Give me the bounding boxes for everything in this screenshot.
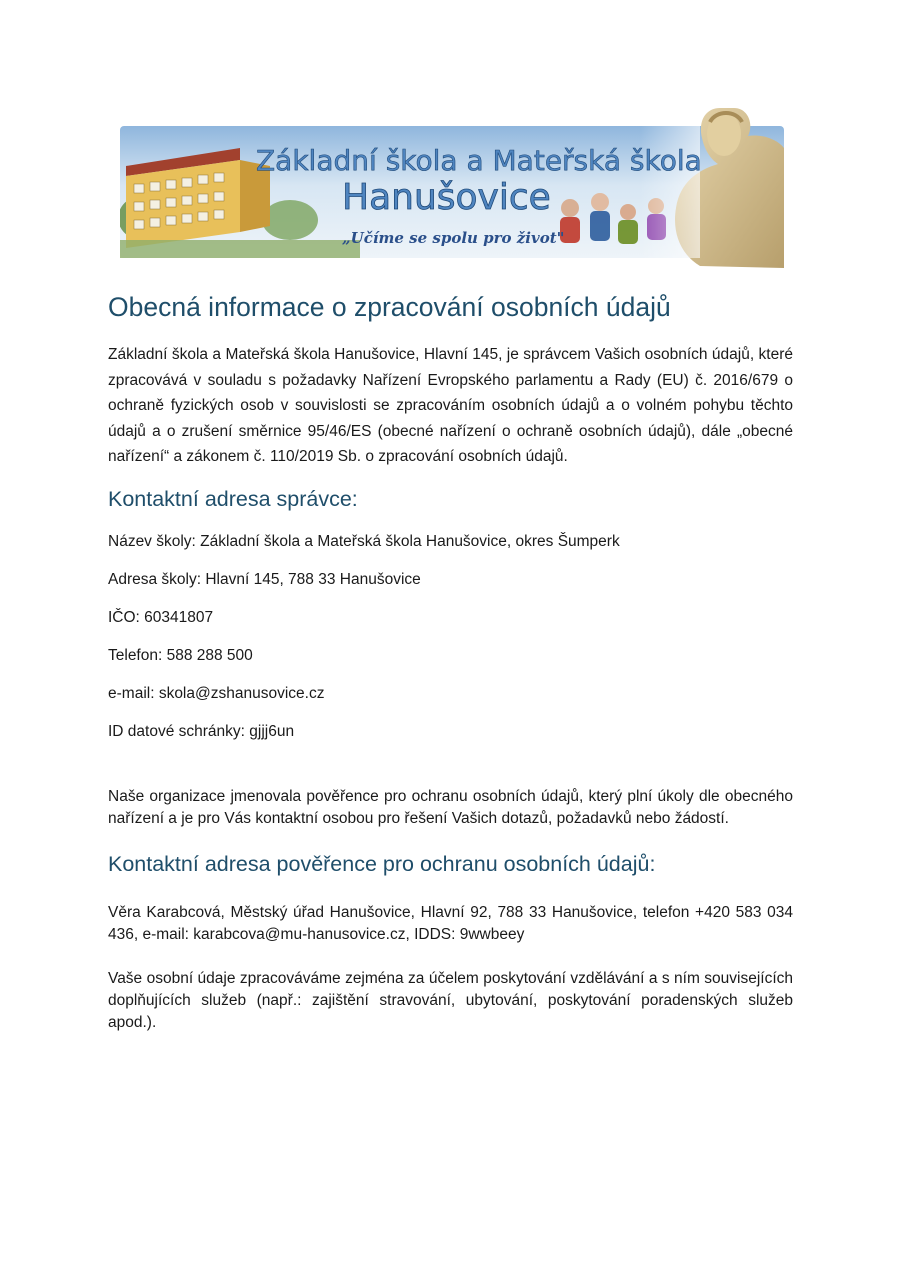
school-banner: [120, 108, 784, 276]
phone-line: Telefon: 588 288 500: [108, 646, 253, 664]
admin-contact-heading: Kontaktní adresa správce:: [108, 486, 358, 511]
dpo-contact-paragraph: Věra Karabcová, Městský úřad Hanušovice, Hlavní 92, 788 33 Hanušovice, telefon +420 583 034 436, e-mail: karabcova@mu-hanusovice.cz, IDDS: 9wwbeey: [108, 903, 793, 943]
school-address-line: Adresa školy: Hlavní 145, 788 33 Hanušovice: [108, 570, 421, 588]
document-body: [108, 290, 793, 1034]
data-box-id-line: ID datové schránky: gjjj6un: [108, 722, 295, 740]
ico-line: IČO: 60341807: [108, 608, 214, 626]
dpo-contact-heading: Kontaktní adresa pověřence pro ochranu osobních údajů:: [108, 851, 656, 876]
page-title: Obecná informace o zpracování osobních údajů: [108, 292, 671, 322]
banner-town: Hanušovice: [342, 177, 551, 218]
banner-school-name: Základní škola a Mateřská škola: [256, 144, 702, 177]
intro-paragraph: Základní škola a Mateřská škola Hanušovice, Hlavní 145, je správcem Vašich osobních údajů, které zpracovává v souladu s požadavky Nařízení Evropského parlamentu a Rady (EU) č. 2016/679 o ochraně fyzických osob v souvislosti se zpracováním osobních údajů a o volném pohybu těchto údajů a o zrušení směrnice 95/46/ES (obecné nařízení o ochraně osobních údajů), dále „obecné nařízení“ a zákonem č. 110/2019 Sb. o zpracování osobních údajů.: [108, 346, 793, 466]
school-name-line: Název školy: Základní škola a Mateřská škola Hanušovice, okres Šumperk: [108, 532, 620, 550]
dpo-paragraph: Naše organizace jmenovala pověřence pro ochranu osobních údajů, který plní úkoly dle obecného nařízení a je pro Vás kontaktní osobou pro řešení Vašich dotazů, požadavků nebo žádostí.: [108, 787, 793, 827]
email-line: e-mail: skola@zshanusovice.cz: [108, 684, 325, 702]
admin-contact-list: [108, 531, 793, 759]
purpose-paragraph: Vaše osobní údaje zpracováváme zejména za účelem poskytování vzdělávání a s ním souvisejících doplňujících služeb (např.: zajištění stravování, ubytování, poskytování poradenských služeb apod.).: [108, 969, 793, 1031]
banner-motto: „Učíme se spolu pro život": [342, 229, 565, 247]
banner-logo: [120, 108, 784, 276]
